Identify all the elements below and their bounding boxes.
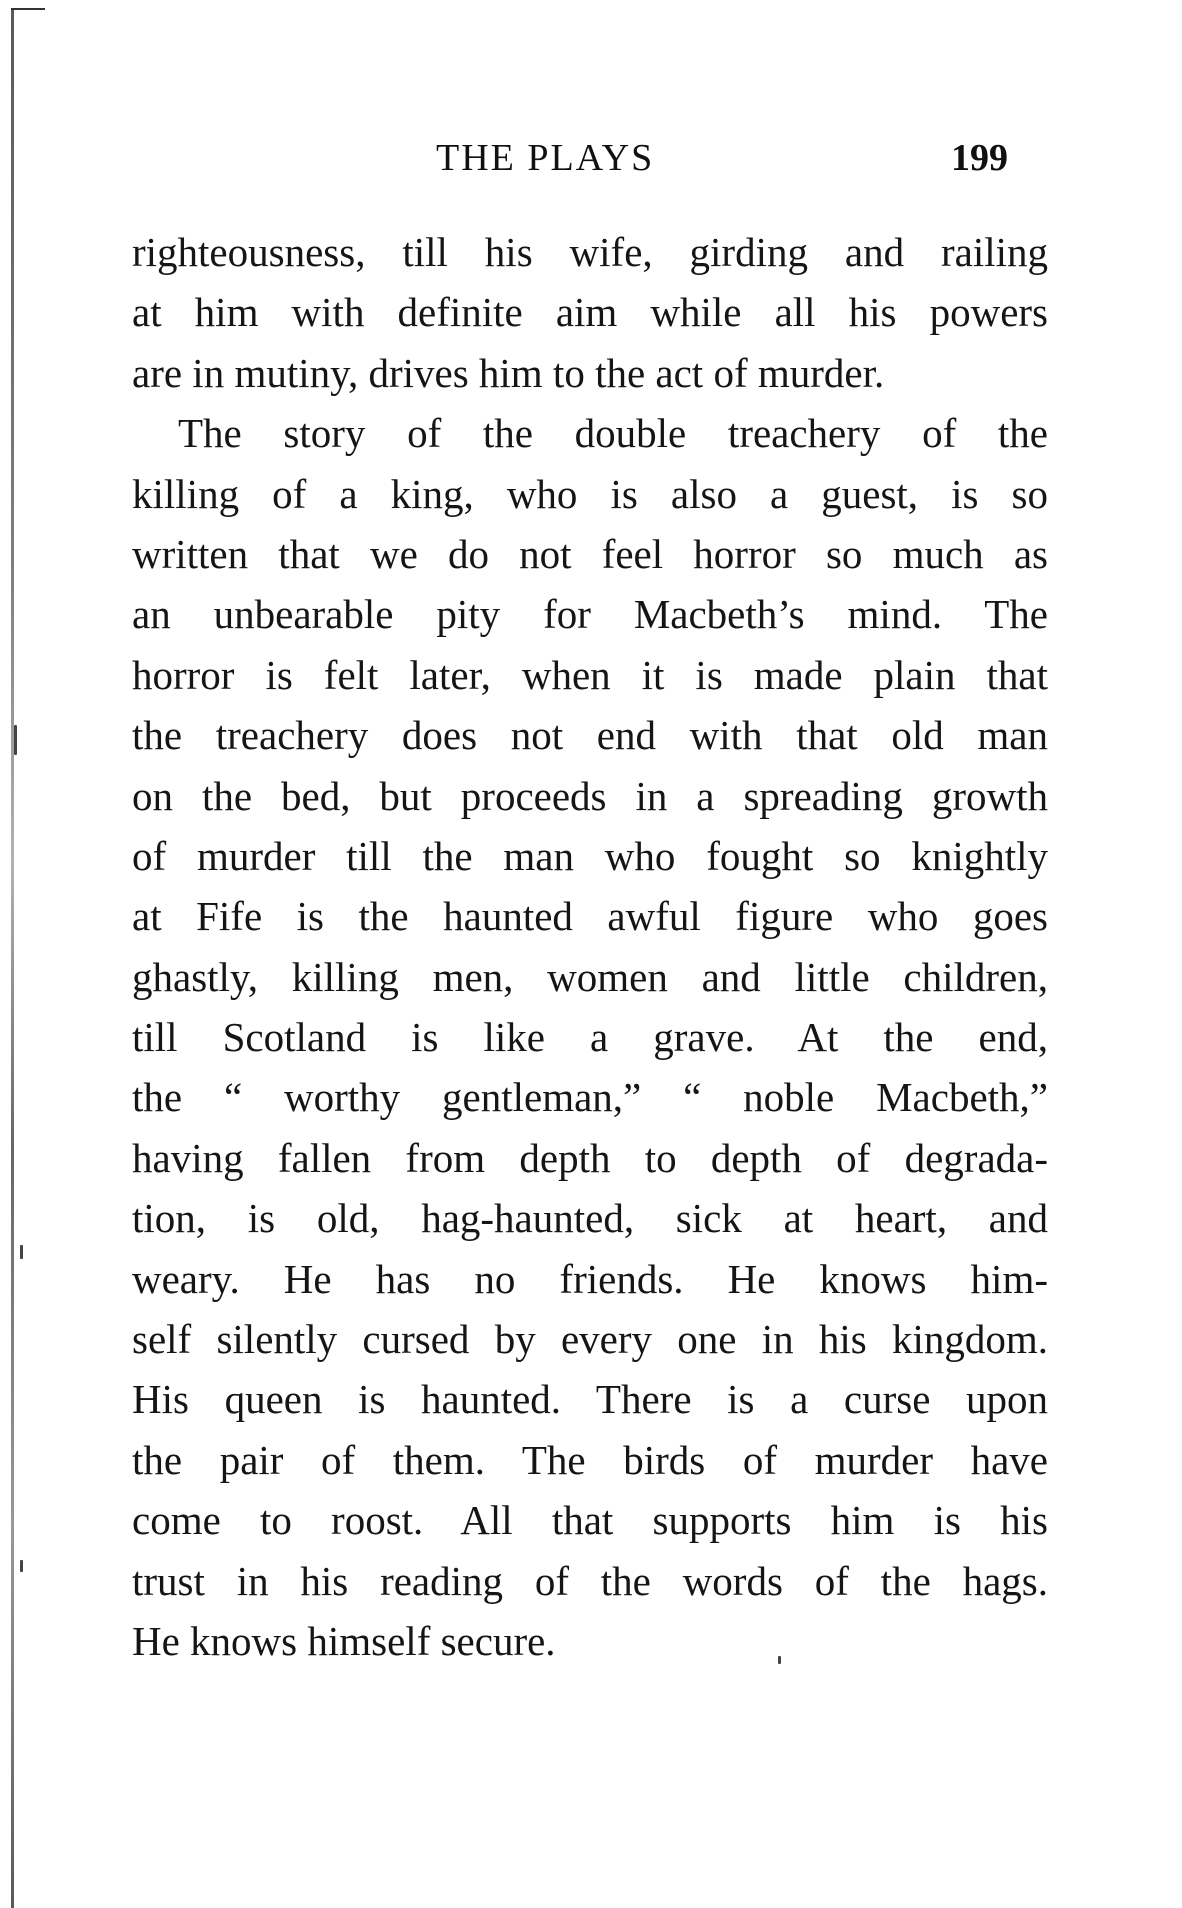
text-line: having fallen from depth to depth of degrada- xyxy=(132,1134,1048,1181)
page-number: 199 xyxy=(951,137,1008,179)
text-line: ghastly, killing men, women and little children, xyxy=(132,953,1048,1000)
text-line: at him with definite aim while all his powers xyxy=(132,289,1048,336)
text-line: till Scotland is like a grave. At the end, xyxy=(132,1014,1048,1061)
ink-speck xyxy=(20,1245,23,1259)
text-line: trust in his reading of the words of the hags. xyxy=(132,1557,1048,1604)
scan-page-edge xyxy=(11,8,14,1908)
text-line: on the bed, but proceeds in a spreading growth xyxy=(132,772,1048,819)
text-line: are in mutiny, drives him to the act of murder. xyxy=(132,349,885,396)
text-line: an unbearable pity for Macbeth’s mind. The xyxy=(132,591,1048,638)
ink-speck xyxy=(14,725,17,755)
text-line: killing of a king, who is also a guest, is so xyxy=(132,470,1048,517)
ink-speck xyxy=(20,1560,23,1572)
text-line: His queen is haunted. There is a curse upon xyxy=(132,1376,1048,1423)
text-line: He knows himself secure. xyxy=(132,1617,556,1664)
text-line: at Fife is the haunted awful figure who goes xyxy=(132,893,1048,940)
running-head-title: THE PLAYS xyxy=(436,137,655,179)
body-text xyxy=(132,222,1048,1671)
scan-page-corner xyxy=(11,8,45,10)
text-line: righteousness, till his wife, girding and railing xyxy=(132,229,1048,275)
paragraph-2 xyxy=(132,403,1048,1671)
text-line: tion, is old, hag-haunted, sick at heart, and xyxy=(132,1195,1048,1242)
text-line: horror is felt later, when it is made plain that xyxy=(132,651,1048,698)
ink-speck xyxy=(778,1656,781,1664)
text-line: the pair of them. The birds of murder have xyxy=(132,1436,1048,1483)
text-line: The story of the double treachery of the xyxy=(178,410,1048,457)
paragraph-1 xyxy=(132,222,1048,403)
text-line: the “ worthy gentleman,” “ noble Macbeth,” xyxy=(132,1074,1048,1121)
text-line: written that we do not feel horror so much as xyxy=(132,530,1048,577)
text-line: of murder till the man who fought so knightly xyxy=(132,832,1048,879)
text-line: self silently cursed by every one in his kingdom. xyxy=(132,1316,1048,1363)
running-head xyxy=(136,136,1166,188)
text-line: come to roost. All that supports him is his xyxy=(132,1497,1048,1544)
text-line: weary. He has no friends. He knows him- xyxy=(132,1255,1048,1302)
text-line: the treachery does not end with that old man xyxy=(132,712,1048,759)
